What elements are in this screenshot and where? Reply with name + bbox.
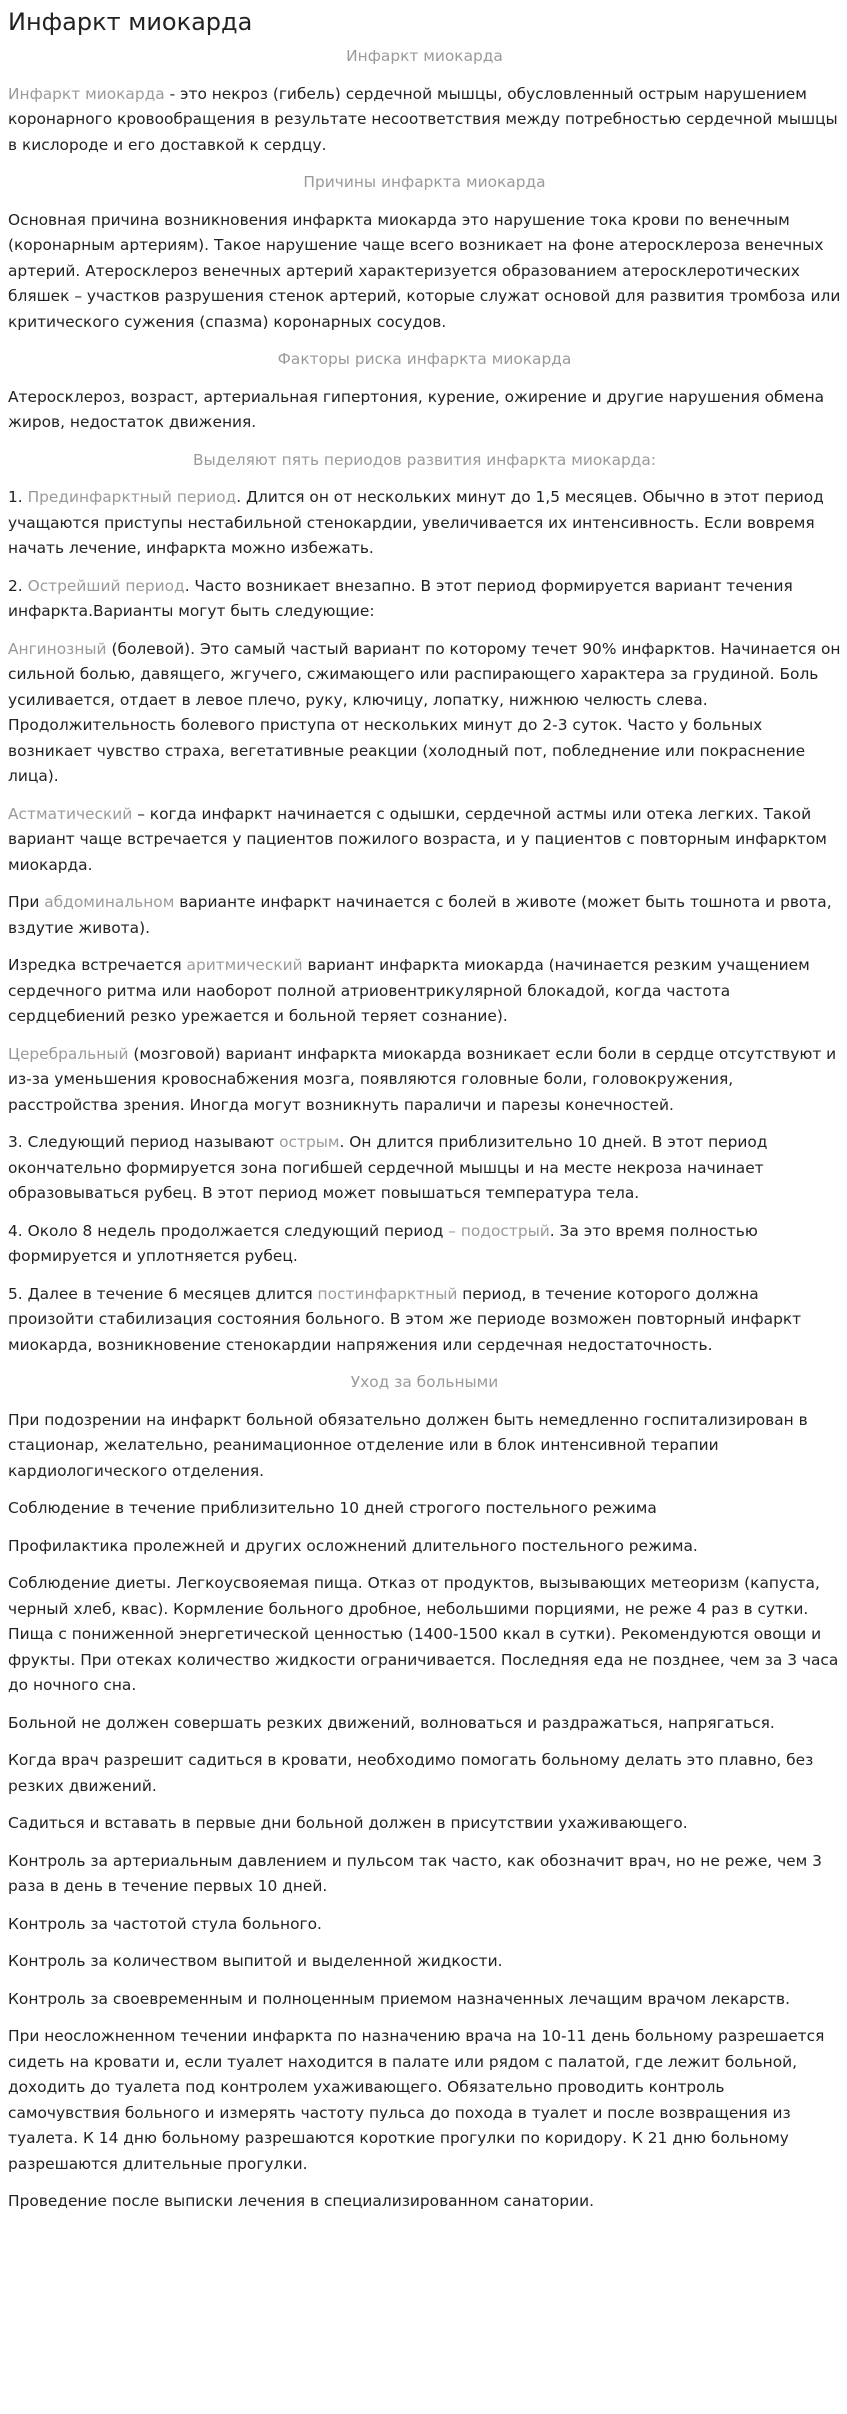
- paragraph-variant-asthmatic: Астматический – когда инфаркт начинается с одышки, сердечной астмы или отека легких. Такой вариант чаще встречается у пациентов пожилого возраста, и у пациентов с повторным инфарктом миокарда.: [8, 804, 827, 874]
- paragraph-variant-arrhythmic: Изредка встречается аритмический вариант инфаркта миокарда (начинается резким учащением сердечного ритма или наоборот полной атриовентрикулярной блокадой, когда частота сердцебиений резко урежается и больной теряет сознание).: [8, 956, 810, 1025]
- paragraph-care: Больной не должен совершать резких движений, волноваться и раздражаться, напрягаться.: [8, 1713, 775, 1732]
- highlighted-term: Прединфарктный период: [27, 488, 237, 506]
- paragraph-variant-abdominal: При абдоминальном варианте инфаркт начинается с болей в животе (может быть тошнота и рвота, вздутие живота).: [8, 893, 832, 937]
- paragraph-care: Контроль за количеством выпитой и выделенной жидкости.: [8, 1952, 503, 1970]
- paragraph-care: Соблюдение диеты. Легкоусвояемая пища. Отказ от продуктов, вызывающих метеоризм (капуста, черный хлеб, квас). Кормление больного дробное, небольшими порциями, не реже 4 раз в сутки. Пища с пониженной энергетической ценностью (1400-1500 ккал в сутки). Рекомендуются овощи и фрукты. При отеках количество жидкости ограничивается. Последняя еда не позднее, чем за 3 часа до ночного сна.: [8, 1574, 839, 1694]
- paragraph-care: Соблюдение в течение приблизительно 10 дней строгого постельного режима: [8, 1499, 657, 1517]
- paragraph-risk-factors: Атеросклероз, возраст, артериальная гипертония, курение, ожирение и другие нарушения обмена жиров, недостаток движения.: [8, 387, 825, 431]
- page-title: Инфаркт миокарда: [8, 8, 253, 36]
- section-heading-periods: Выделяют пять периодов развития инфаркта миокарда:: [192, 450, 657, 469]
- paragraph-care: При подозрении на инфаркт больной обязательно должен быть немедленно госпитализирован в стационар, желательно, реанимационное отделение или в блок интенсивной терапии кардиологического отделения.: [8, 1410, 808, 1480]
- paragraph-variant-anginal: Ангинозный (болевой). Это самый частый вариант по которому течет 90% инфарктов. Начинается он сильной болью, давящего, жгучего, сжимающего или распирающего характера за грудиной. Боль усиливается, отдает в левое плечо, руку, ключицу, лопатку, нижнюю челюсть слева. Продолжительность болевого приступа от нескольких минут до 2-3 суток. Часто у больных возникает чувство страха, вегетативные реакции (холодный пот, побледнение или покраснение лица).: [8, 639, 841, 785]
- paragraph-variant-cerebral: Церебральный (мозговой) вариант инфаркта миокарда возникает если боли в сердце отсутствуют и из-за уменьшения кровоснабжения мозга, появляются головные боли, головокружения, расстройства зрения. Иногда могут возникнуть параличи и парезы конечностей.: [8, 1044, 837, 1114]
- section-heading-causes: Причины инфаркта миокарда: [303, 173, 546, 191]
- highlighted-term: острым: [279, 1133, 340, 1151]
- paragraph-care: Контроль за артериальным давлением и пульсом так часто, как обозначит врач, но не реже, чем 3 раза в день в течение первых 10 дней.: [8, 1851, 822, 1895]
- paragraph-definition: Инфаркт миокарда - это некроз (гибель) сердечной мышцы, обусловленный острым нарушением коронарного кровообращения в результате несоответствия между потребностью сердечной мышцы в кислороде и его доставкой к сердцу.: [8, 84, 838, 154]
- paragraph-period-1: 1. Прединфарктный период. Длится он от нескольких минут до 1,5 месяцев. Обычно в этот период учащаются приступы нестабильной стенокардии, увеличивается их интенсивность. Если вовремя начать лечение, инфаркта можно избежать.: [8, 488, 824, 557]
- paragraph-care: Контроль за частотой стула больного.: [8, 1914, 322, 1933]
- highlighted-term: Ангинозный: [8, 639, 107, 658]
- section-heading-care: Уход за больными: [350, 1373, 499, 1391]
- highlighted-term: аритмический: [186, 956, 303, 974]
- paragraph-care: Проведение после выписки лечения в специализированном санатории.: [8, 2192, 595, 2210]
- paragraph-care: Когда врач разрешит садиться в кровати, необходимо помогать больному делать это плавно, без резких движений.: [8, 1751, 814, 1795]
- highlighted-term: постинфарктный: [317, 1284, 458, 1303]
- paragraph-period-3: 3. Следующий период называют острым. Он длится приблизительно 10 дней. В этот период окончательно формируется зона погибшей сердечной мышцы и на месте некроза начинает образовываться рубец. В этот период может повышаться температура тела.: [8, 1133, 768, 1202]
- paragraph-care: Контроль за своевременным и полноценным приемом назначенных лечащим врачом лекарств.: [8, 1989, 791, 2008]
- paragraph-care: Садиться и вставать в первые дни больной должен в присутствии ухаживающего.: [8, 1814, 688, 1832]
- highlighted-term: Острейший период: [27, 576, 185, 595]
- paragraph-care: Профилактика пролежней и других осложнений длительного постельного режима.: [8, 1536, 698, 1555]
- paragraph-period-2: 2. Острейший период. Часто возникает внезапно. В этот период формируется вариант течения инфаркта.Варианты могут быть следующие:: [8, 576, 793, 620]
- section-heading-definition: Инфаркт миокарда: [346, 47, 503, 65]
- highlighted-term: Астматический: [8, 804, 133, 823]
- paragraph-causes: Основная причина возникновения инфаркта миокарда это нарушение тока крови по венечным (коронарным артериям). Такое нарушение чаще всего возникает на фоне атеросклероза венечных артерий. Атеросклероз венечных артерий характеризуется образованием атеросклеротических бляшек – участков разрушения стенок артерий, которые служат основой для развития тромбоза или критического сужения (спазма) коронарных сосудов.: [8, 210, 841, 331]
- paragraph-care: При неосложненном течении инфаркта по назначению врача на 10-11 день больному разрешается сидеть на кровати и, если туалет находится в палате или рядом с палатой, где лежит больной, доходить до туалета под контролем ухаживающего. Обязательно проводить контроль самочувствия больного и измерять частоту пульса до похода в туалет и после возвращения из туалета. К 14 дню больному разрешаются короткие прогулки по коридору. К 21 дню больному разрешаются длительные прогулки.: [8, 2027, 825, 2173]
- section-heading-risk-factors: Факторы риска инфаркта миокарда: [277, 350, 572, 368]
- paragraph-period-5: 5. Далее в течение 6 месяцев длится постинфарктный период, в течение которого должна произойти стабилизация состояния больного. В этом же периоде возможен повторный инфаркт миокарда, возникновение стенокардии напряжения или сердечная недостаточность.: [8, 1284, 802, 1354]
- highlighted-term: абдоминальном: [44, 893, 175, 911]
- highlighted-term: Инфаркт миокарда: [8, 84, 165, 103]
- highlighted-term: – подострый: [448, 1221, 550, 1240]
- paragraph-period-4: 4. Около 8 недель продолжается следующий период – подострый. За это время полностью формируется и уплотняется рубец.: [8, 1221, 758, 1265]
- highlighted-term: Церебральный: [8, 1044, 129, 1063]
